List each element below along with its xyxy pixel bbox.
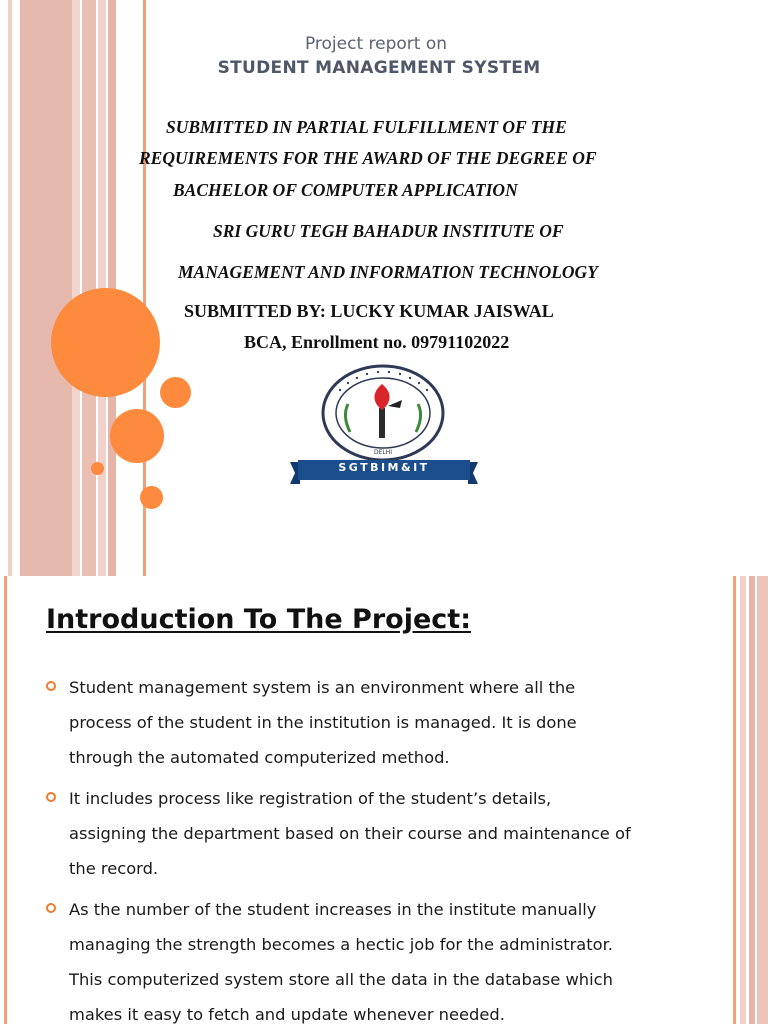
bullet-circle-icon <box>46 792 56 802</box>
bullet-circle-icon <box>46 903 56 913</box>
institute-line-1: SRI GURU TEGH BAHADUR INSTITUTE OF <box>213 221 564 241</box>
submission-line-2: REQUIREMENTS FOR THE AWARD OF THE DEGREE OF <box>139 148 597 168</box>
bullet-list <box>46 670 676 1024</box>
decorative-stripes <box>0 0 150 576</box>
report-title: STUDENT MANAGEMENT SYSTEM <box>217 58 541 78</box>
enrollment-number: BCA, Enrollment no. 09791102022 <box>244 332 510 352</box>
introduction-slide <box>0 576 768 1024</box>
degree-line: BACHELOR OF COMPUTER APPLICATION <box>173 180 518 200</box>
slide-heading: Introduction To The Project: <box>46 604 471 635</box>
bullet-circle-icon <box>46 681 56 691</box>
svg-text:DELHI: DELHI <box>373 449 393 456</box>
submission-line-1: SUBMITTED IN PARTIAL FULFILLMENT OF THE <box>166 117 567 137</box>
report-subtitle: Project report on <box>304 34 448 54</box>
logo-banner-text: SGTBIM&IT <box>338 461 430 474</box>
institute-line-2: MANAGEMENT AND INFORMATION TECHNOLOGY <box>178 262 598 282</box>
decorative-circle <box>160 377 191 408</box>
decorative-circle <box>140 486 163 509</box>
decorative-circle <box>110 409 164 463</box>
decorative-circle-small <box>91 462 104 475</box>
list-item: Student management system is an environment where all the process of the student in the institution is managed. It is done through the automated computerized method. <box>46 670 676 775</box>
list-item: It includes process like registration of the student’s details, assigning the department based on their course and maintenance of the record. <box>46 781 676 886</box>
submitted-by: SUBMITTED BY: LUCKY KUMAR JAISWAL <box>184 301 554 321</box>
decorative-circle-large <box>51 288 160 397</box>
institute-logo <box>290 364 478 486</box>
list-item: As the number of the student increases in the institute manually managing the strength becomes a hectic job for the administrator. This computerized system store all the data in the database which makes it easy to fetch and update whenever needed. <box>46 892 676 1024</box>
